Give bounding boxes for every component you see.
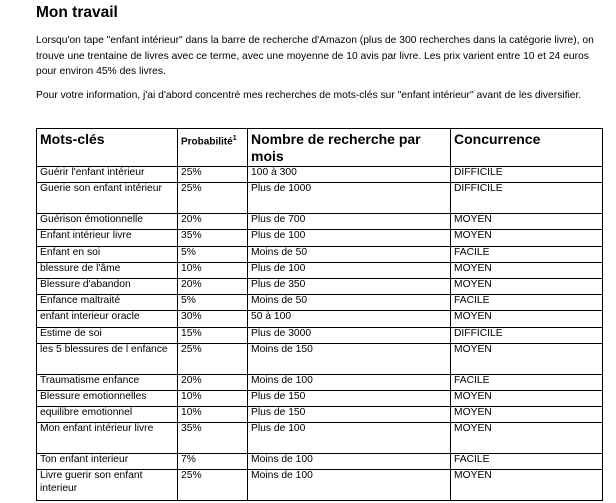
table-header-row xyxy=(37,129,603,167)
probability-cell: 25% xyxy=(178,183,248,214)
keyword-cell: Enfant en soi xyxy=(37,246,178,262)
competition-cell: FACILE xyxy=(451,374,603,390)
competition-cell: MOYEN xyxy=(451,311,603,327)
table-row xyxy=(37,311,603,327)
competition-cell: MOYEN xyxy=(451,390,603,406)
searches-cell: Moins de 100 xyxy=(248,374,451,390)
searches-cell: Moins de 50 xyxy=(248,295,451,311)
searches-cell: Plus de 100 xyxy=(248,262,451,278)
keyword-cell: Guerie son enfant intérieur xyxy=(37,183,178,214)
probability-cell: 20% xyxy=(178,278,248,294)
keyword-cell: Enfance maltraité xyxy=(37,295,178,311)
table-row xyxy=(37,295,603,311)
table-row xyxy=(37,262,603,278)
competition-cell: MOYEN xyxy=(451,423,603,454)
competition-cell: MOYEN xyxy=(451,230,603,246)
searches-cell: 50 à 100 xyxy=(248,311,451,327)
keyword-cell: equilibre emotionnel xyxy=(37,407,178,423)
keyword-cell: Mon enfant intérieur livre xyxy=(37,423,178,454)
keyword-cell: Guérir l'enfant intérieur xyxy=(37,167,178,183)
searches-cell: Moins de 100 xyxy=(248,470,451,501)
header-probability xyxy=(178,129,248,167)
competition-cell: MOYEN xyxy=(451,262,603,278)
searches-cell: Plus de 150 xyxy=(248,407,451,423)
probability-cell: 15% xyxy=(178,327,248,343)
table-row xyxy=(37,407,603,423)
probability-cell: 35% xyxy=(178,230,248,246)
footnote-marker: 1 xyxy=(232,135,237,142)
header-searches: Nombre de recherche par mois xyxy=(248,129,451,167)
searches-cell: Plus de 100 xyxy=(248,230,451,246)
competition-cell: MOYEN xyxy=(451,214,603,230)
table-row xyxy=(37,423,603,454)
probability-cell: 10% xyxy=(178,262,248,278)
table-row xyxy=(37,454,603,470)
keyword-cell: Blessure d'abandon xyxy=(37,278,178,294)
table-row xyxy=(37,214,603,230)
table-row xyxy=(37,327,603,343)
keyword-cell: Estime de soi xyxy=(37,327,178,343)
probability-cell: 20% xyxy=(178,214,248,230)
keyword-cell: les 5 blessures de l enfance xyxy=(37,343,178,374)
competition-cell: DIFFICILE xyxy=(451,183,603,214)
competition-cell: FACILE xyxy=(451,454,603,470)
searches-cell: Plus de 350 xyxy=(248,278,451,294)
probability-cell: 30% xyxy=(178,311,248,327)
intro-paragraph: Lorsqu'on tape "enfant intérieur" dans la barre de recherche d'Amazon (plus de 300 recherches dans la catégorie livre), on trouve une trentaine de livres avec ce terme, avec une moyenne de 10 avis par livre. Les prix varient entre 10 et 24 euros pour environ 45% des livres. xyxy=(36,35,594,77)
keywords-table xyxy=(36,128,603,501)
searches-cell: Plus de 700 xyxy=(248,214,451,230)
searches-cell: Moins de 100 xyxy=(248,454,451,470)
probability-cell: 7% xyxy=(178,454,248,470)
header-probability-label: Probabilité xyxy=(181,136,233,148)
probability-cell: 20% xyxy=(178,374,248,390)
probability-cell: 25% xyxy=(178,470,248,501)
header-keywords: Mots-clés xyxy=(37,129,178,167)
probability-cell: 5% xyxy=(178,295,248,311)
competition-cell: FACILE xyxy=(451,295,603,311)
keyword-cell: Livre guerir son enfant interieur xyxy=(37,470,178,501)
competition-cell: MOYEN xyxy=(451,343,603,374)
keyword-cell: Blessure emotionnelles xyxy=(37,390,178,406)
keyword-cell: blessure de l'âme xyxy=(37,262,178,278)
keyword-cell: Ton enfant interieur xyxy=(37,454,178,470)
table-row xyxy=(37,374,603,390)
table-row xyxy=(37,278,603,294)
table-row xyxy=(37,390,603,406)
competition-cell: FACILE xyxy=(451,246,603,262)
table-row xyxy=(37,183,603,214)
competition-cell: MOYEN xyxy=(451,407,603,423)
searches-cell: Plus de 100 xyxy=(248,423,451,454)
competition-cell: DIFFICILE xyxy=(451,167,603,183)
probability-cell: 5% xyxy=(178,246,248,262)
info-paragraph: Pour votre information, j'ai d'abord concentré mes recherches de mots-clés sur "enfant intérieur" avant de les diversifier. xyxy=(36,90,582,101)
keyword-cell: Guérison émotionnelle xyxy=(37,214,178,230)
searches-cell: Plus de 150 xyxy=(248,390,451,406)
keyword-cell: Enfant intérieur livre xyxy=(37,230,178,246)
probability-cell: 25% xyxy=(178,167,248,183)
section-heading: Mon travail xyxy=(36,4,118,21)
probability-cell: 25% xyxy=(178,343,248,374)
probability-cell: 35% xyxy=(178,423,248,454)
probability-cell: 10% xyxy=(178,390,248,406)
header-competition: Concurrence xyxy=(451,129,603,167)
table-row xyxy=(37,470,603,501)
table-row xyxy=(37,230,603,246)
competition-cell: MOYEN xyxy=(451,470,603,501)
searches-cell: Plus de 3000 xyxy=(248,327,451,343)
searches-cell: Plus de 1000 xyxy=(248,183,451,214)
keyword-cell: Traumatisme enfance xyxy=(37,374,178,390)
probability-cell: 10% xyxy=(178,407,248,423)
table-row xyxy=(37,246,603,262)
keyword-cell: enfant interieur oracle xyxy=(37,311,178,327)
table-row xyxy=(37,167,603,183)
searches-cell: 100 à 300 xyxy=(248,167,451,183)
table-row xyxy=(37,343,603,374)
searches-cell: Moins de 50 xyxy=(248,246,451,262)
searches-cell: Moins de 150 xyxy=(248,343,451,374)
competition-cell: DIFFICILE xyxy=(451,327,603,343)
competition-cell: MOYEN xyxy=(451,278,603,294)
